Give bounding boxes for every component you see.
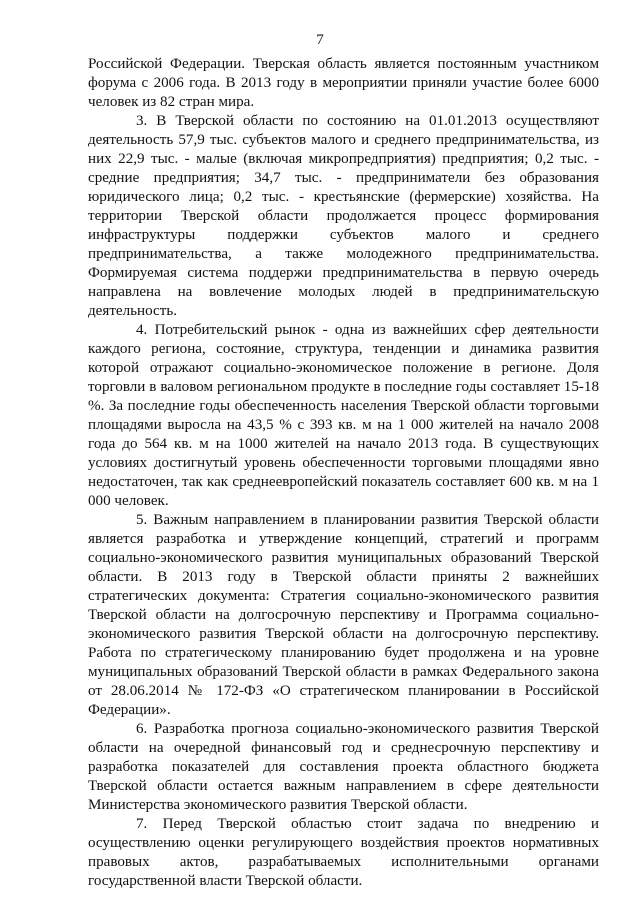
document-body: [88, 55, 599, 891]
paragraph-continuation: Российской Федерации. Тверская область является постоянным участником форума с 2006 года. В 2013 году в мероприятии приняли участие более 6000 человек из 82 стран мира.: [88, 56, 599, 110]
paragraph-5-strategic-planning: 5. Важным направлением в планировании развития Тверской области является разработка и утверждение концепций, стратегий и программ социально-экономического развития муниципальных образований Тверской области. В 2013 году в Тверской области приняты 2 важнейших стратегических документа: Стратегия социально-экономического развития Тверской области на долгосрочную перспективу и Программа социально-экономического развития Тверской области на долгосрочную перспективу. Работа по стратегическому планированию будет продолжена и на уровне муниципальных образований Тверской области в рамках Федерального закона от 28.06.2014 № 172-ФЗ «О стратегическом планировании в Российской Федерации».: [88, 512, 599, 718]
paragraph-4-consumer-market: 4. Потребительский рынок - одна из важнейших сфер деятельности каждого региона, состояние, структура, тенденции и динамика развития которой отражают социально-экономическое положение в регионе. Доля торговли в валовом региональном продукте в последние годы составляет 15-18 %. За последние годы обеспеченность населения Тверской области торговыми площадями выросла на 43,5 % с 393 кв. м на 1 000 жителей на начало 2008 года до 564 кв. м на 1000 жителей на начало 2013 года. В существующих условиях достигнутый уровень обеспеченности торговыми площадями явно недостаточен, так как среднеевропейский показатель составляет 600 кв. м на 1 000 человек.: [88, 322, 599, 509]
paragraph-6-forecast: 6. Разработка прогноза социально-экономического развития Тверской области на очередной финансовый год и среднесрочную перспективу и разработка показателей для составления проекта областного бюджета Тверской области остается важным направлением в сфере деятельности Министерства экономического развития Тверской области.: [88, 721, 599, 813]
paragraph-3-small-business: 3. В Тверской области по состоянию на 01.01.2013 осуществляют деятельность 57,9 тыс. субъектов малого и среднего предпринимательства, из них 22,9 тыс. - малые (включая микропредприятия) предприятия; 0,2 тыс. - средние предприятия; 34,7 тыс. - предприниматели без образования юридического лица; 0,2 тыс. - крестьянские (фермерские) хозяйства. На территории Тверской области продолжается процесс формирования инфраструктуры поддержки субъектов малого и среднего предпринимательства, а также молодежного предпринимательства. Формируемая система поддержи предпринимательства в первую очередь направлена на вовлечение молодых людей в предпринимательскую деятельность.: [88, 113, 599, 319]
page-number: 7: [316, 32, 324, 48]
paragraph-7-regulatory-impact: 7. Перед Тверской областью стоит задача по внедрению и осуществлению оценки регулирующего воздействия проектов нормативных правовых актов, разрабатываемых исполнительными органами государственной власти Тверской области.: [88, 816, 599, 889]
